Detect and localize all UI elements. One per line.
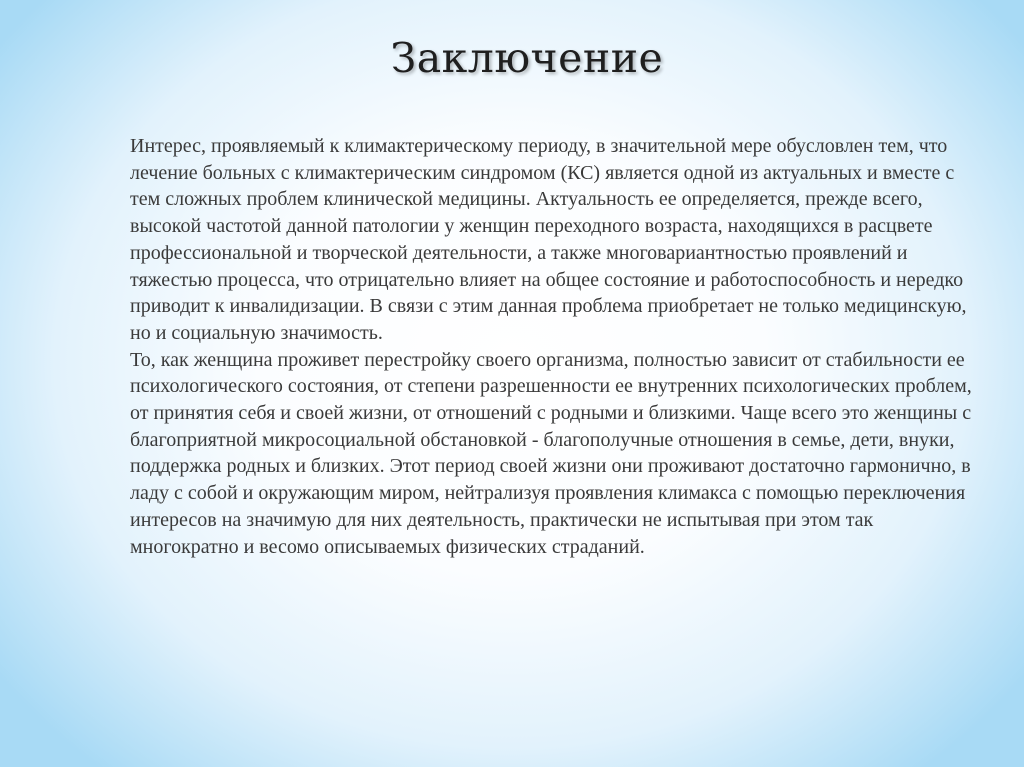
body-paragraph: Интерес, проявляемый к климактерическому периоду, в значительной мере обусловлен тем, что лечение больных с климактерическим синдромом (КС) является одной из актуальных и вместе с тем сложных проблем клинической медицины. Актуальность ее определяется, прежде всего, высокой частотой данной патологии у женщин переходного возраста, находящихся в расцвете профессиональной и творческой деятельности, а также многовариантностью проявлений и тяжестью процесса, что отрицательно влияет на общее состояние и работоспособность и нередко приводит к инвалидизации. В связи с этим данная проблема приобретает не только медицинскую, но и социальную значимость.	[130, 135, 967, 344]
slide-title: Заключение	[390, 34, 664, 82]
body-paragraph: То, как женщина проживет перестройку своего организма, полностью зависит от стабильности ее психологического состояния, от степени разрешенности ее внутренних психологических проблем, от принятия себя и своей жизни, от отношений с родными и близкими. Чаще всего это женщины с благоприятной микросоциальной обстановкой - благополучные отношения в семье, дети, внуки, поддержка родных и близких. Этот период своей жизни они проживают достаточно гармонично, в ладу с собой и окружающим миром, нейтрализуя проявления климакса с помощью переключения интересов на значимую для них деятельность, практически не испытывая при этом так многократно и весомо описываемых физических страданий.	[130, 348, 972, 558]
slide-body	[130, 133, 980, 560]
